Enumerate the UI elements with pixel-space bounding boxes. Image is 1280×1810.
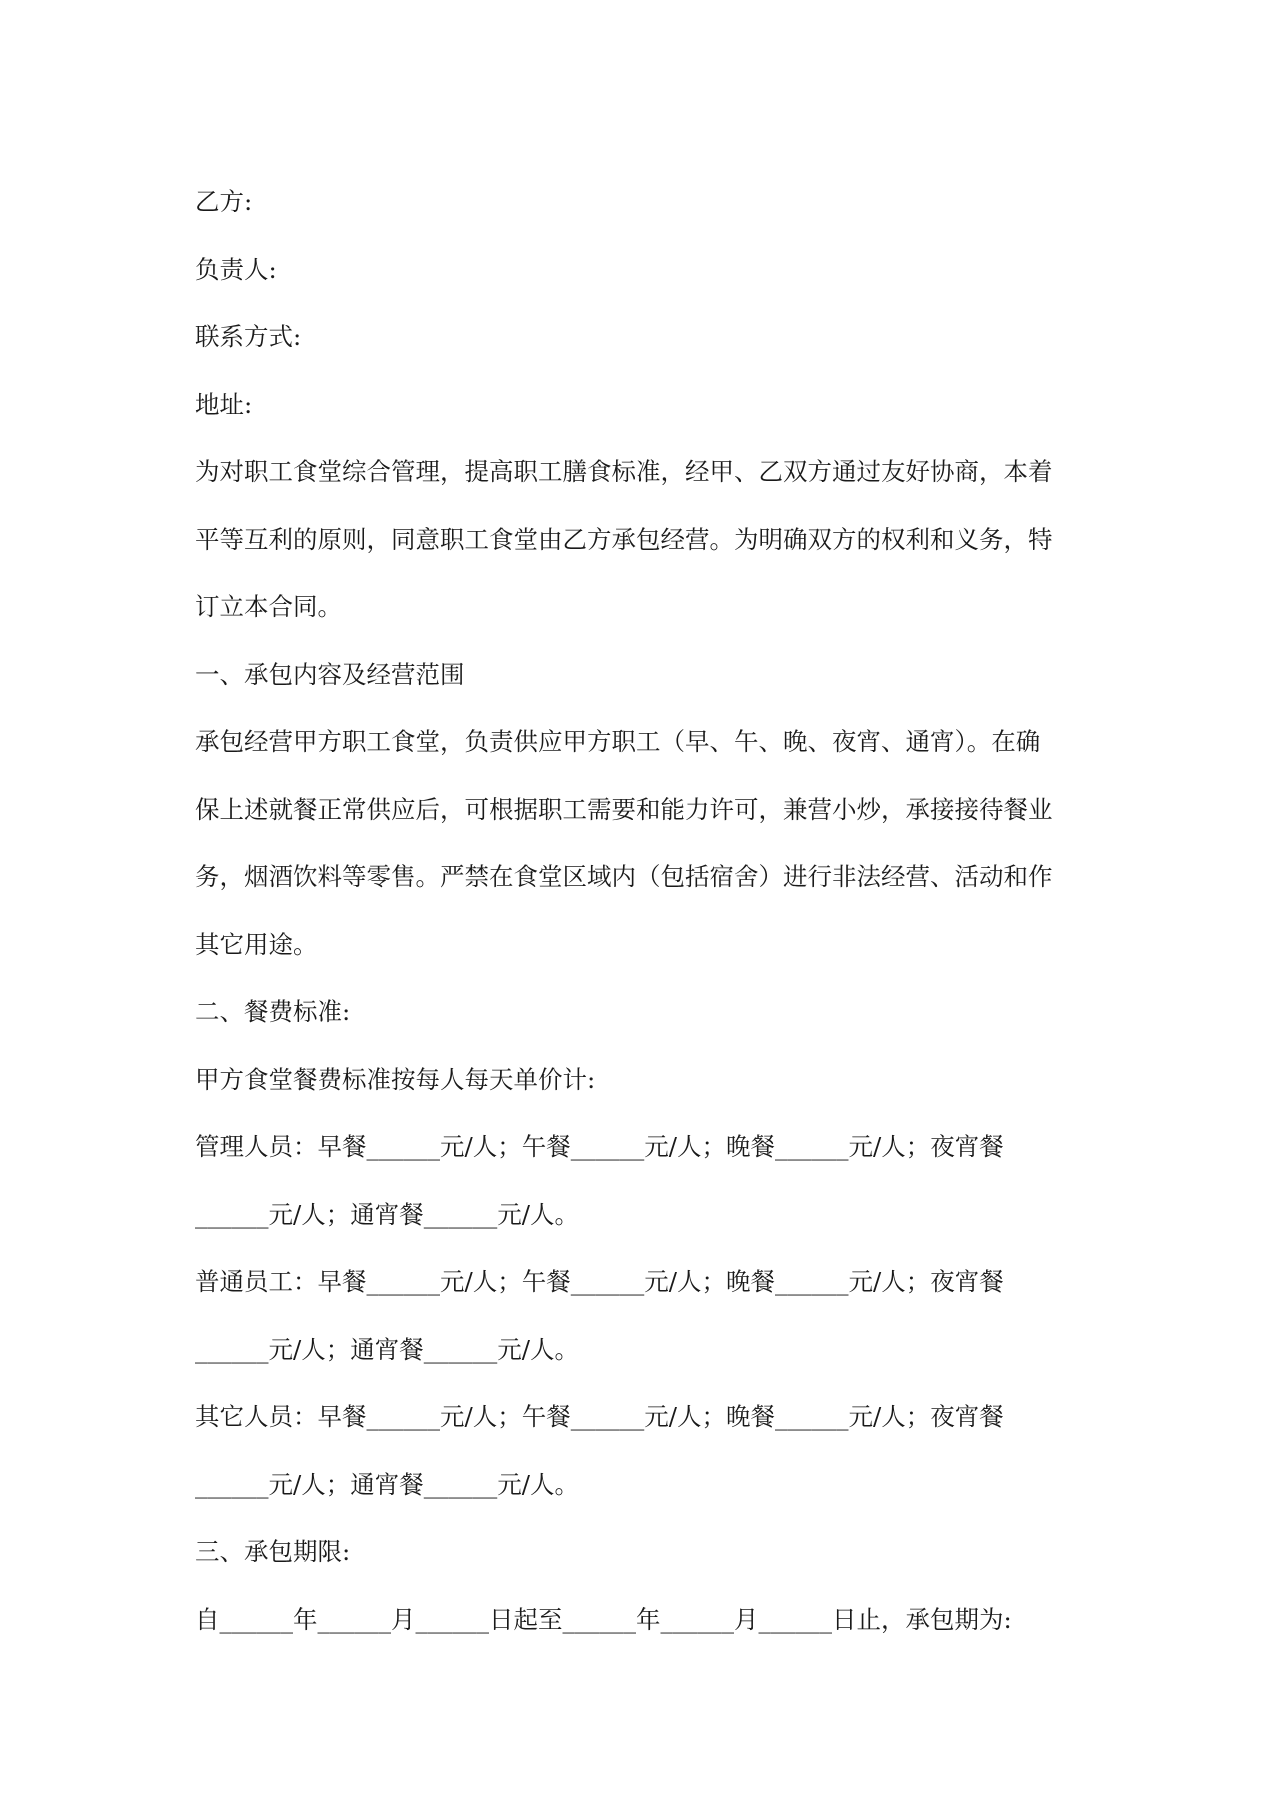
section1-body-line: 务，烟酒饮料等零售。严禁在食堂区域内（包括宿舍）进行非法经营、活动和作 <box>195 862 1053 891</box>
staff-fee-line: 普通员工：早餐______元/人；午餐______元/人；晚餐______元/人；夜宵餐 <box>195 1267 1004 1296</box>
section1-body-line: 其它用途。 <box>195 929 318 959</box>
contact-label: 联系方式: <box>195 322 302 351</box>
managers-fee-line: 管理人员：早餐______元/人；午餐______元/人；晚餐______元/人；夜宵餐 <box>195 1132 1004 1161</box>
others-fee-line: 其它人员：早餐______元/人；午餐______元/人；晚餐______元/人；夜宵餐 <box>195 1402 1004 1431</box>
party-b-label: 乙方: <box>195 187 253 216</box>
managers-fee-line: ______元/人；通宵餐______元/人。 <box>195 1199 580 1229</box>
section1-title: 一、承包内容及经营范围 <box>195 659 465 689</box>
section3-body: 自______年______月______日起至______年______月______日止，承包期为: <box>195 1604 1012 1634</box>
staff-fee-line: ______元/人；通宵餐______元/人。 <box>195 1334 580 1364</box>
intro-line: 订立本合同。 <box>195 592 342 621</box>
section1-body-line: 保上述就餐正常供应后，可根据职工需要和能力许可，兼营小炒，承接接待餐业 <box>195 794 1053 824</box>
address-label: 地址: <box>195 389 253 419</box>
intro-line: 平等互利的原则，同意职工食堂由乙方承包经营。为明确双方的权利和义务，特 <box>195 524 1053 554</box>
others-fee-line: ______元/人；通宵餐______元/人。 <box>195 1469 580 1499</box>
section2-intro: 甲方食堂餐费标准按每人每天单价计: <box>195 1064 596 1094</box>
section2-title: 二、餐费标准: <box>195 997 351 1026</box>
section3-title: 三、承包期限: <box>195 1537 351 1566</box>
document-body <box>195 168 1095 1653</box>
responsible-person-label: 负责人: <box>195 254 277 284</box>
intro-line: 为对职工食堂综合管理，提高职工膳食标准，经甲、乙双方通过友好协商，本着 <box>195 457 1053 486</box>
section1-body-line: 承包经营甲方职工食堂，负责供应甲方职工（早、午、晚、夜宵、通宵）。在确 <box>195 727 1041 756</box>
